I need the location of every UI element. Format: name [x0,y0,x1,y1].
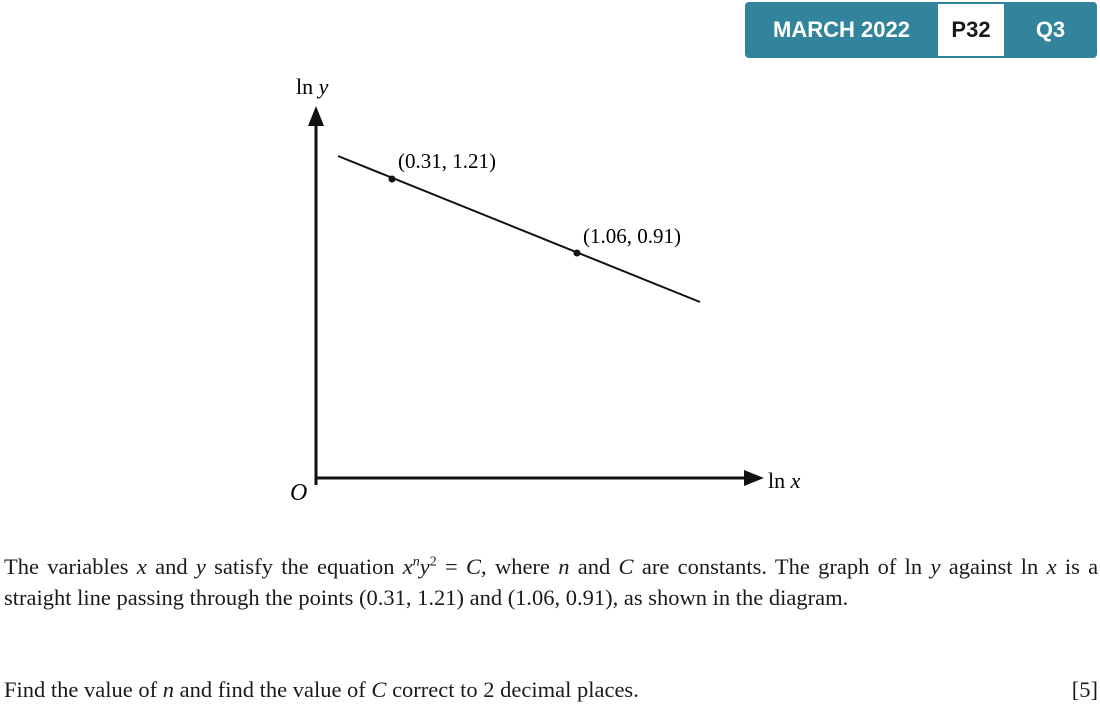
equation-x: x [402,554,413,579]
question-prompt [4,674,1098,705]
point-1-label: (0.31, 1.21) [398,149,496,173]
equation-n: n [412,554,420,570]
origin-label: O [290,480,308,506]
question-paragraph [4,551,1098,613]
marks-label: [5] [1071,677,1098,702]
x-axis-label [768,468,801,493]
variable-n: n [162,677,174,702]
question-text-part: The variables [4,554,129,579]
y-axis-label-text: ln [296,74,319,99]
variable-x: x [1046,554,1057,579]
variable-x: x [136,554,147,579]
variable-n: n [558,554,570,579]
question-text-part: correct to 2 decimal places. [392,677,639,702]
variable-C: C [618,554,634,579]
question-text-part: and [155,554,188,579]
point-2-marker [574,250,581,257]
question-text-part: is a straight line passing through the points (0.31, 1.21) and (1.06, 0.91), as shown in the diagram. [4,554,1099,610]
prompt-text [4,674,639,705]
equation [403,554,481,579]
question-text-part: Find the value of [4,677,158,702]
variable-y: y [195,554,206,579]
point-2-label: (1.06, 0.91) [583,224,681,248]
equation-C: C [466,554,482,579]
y-axis-label-variable: y [318,74,329,99]
question-text-part: , where [481,554,550,579]
equation-exponent-2: 2 [429,554,437,570]
variable-C: C [371,677,387,702]
question-number-label: Q3 [1035,17,1066,42]
y-axis-arrowhead [308,106,324,126]
x-axis-arrowhead [744,470,764,486]
paper-label: P32 [938,4,1004,56]
point-1-marker [389,176,396,183]
y-axis-label [296,74,329,99]
variable-y: y [930,554,941,579]
question-text-part: satisfy the equation [214,554,395,579]
question-text-part: and [577,554,611,579]
equation-equals: = [436,554,467,579]
question-text-part: are constants. The graph of ln [641,554,923,579]
equation-y: y [419,554,430,579]
question-text-part: and find the value of [179,677,366,702]
question-text-part: against ln [948,554,1039,579]
x-axis-label-variable: x [790,468,801,493]
x-axis-label-text: ln [768,468,791,493]
session-label: MARCH 2022 [773,17,910,42]
